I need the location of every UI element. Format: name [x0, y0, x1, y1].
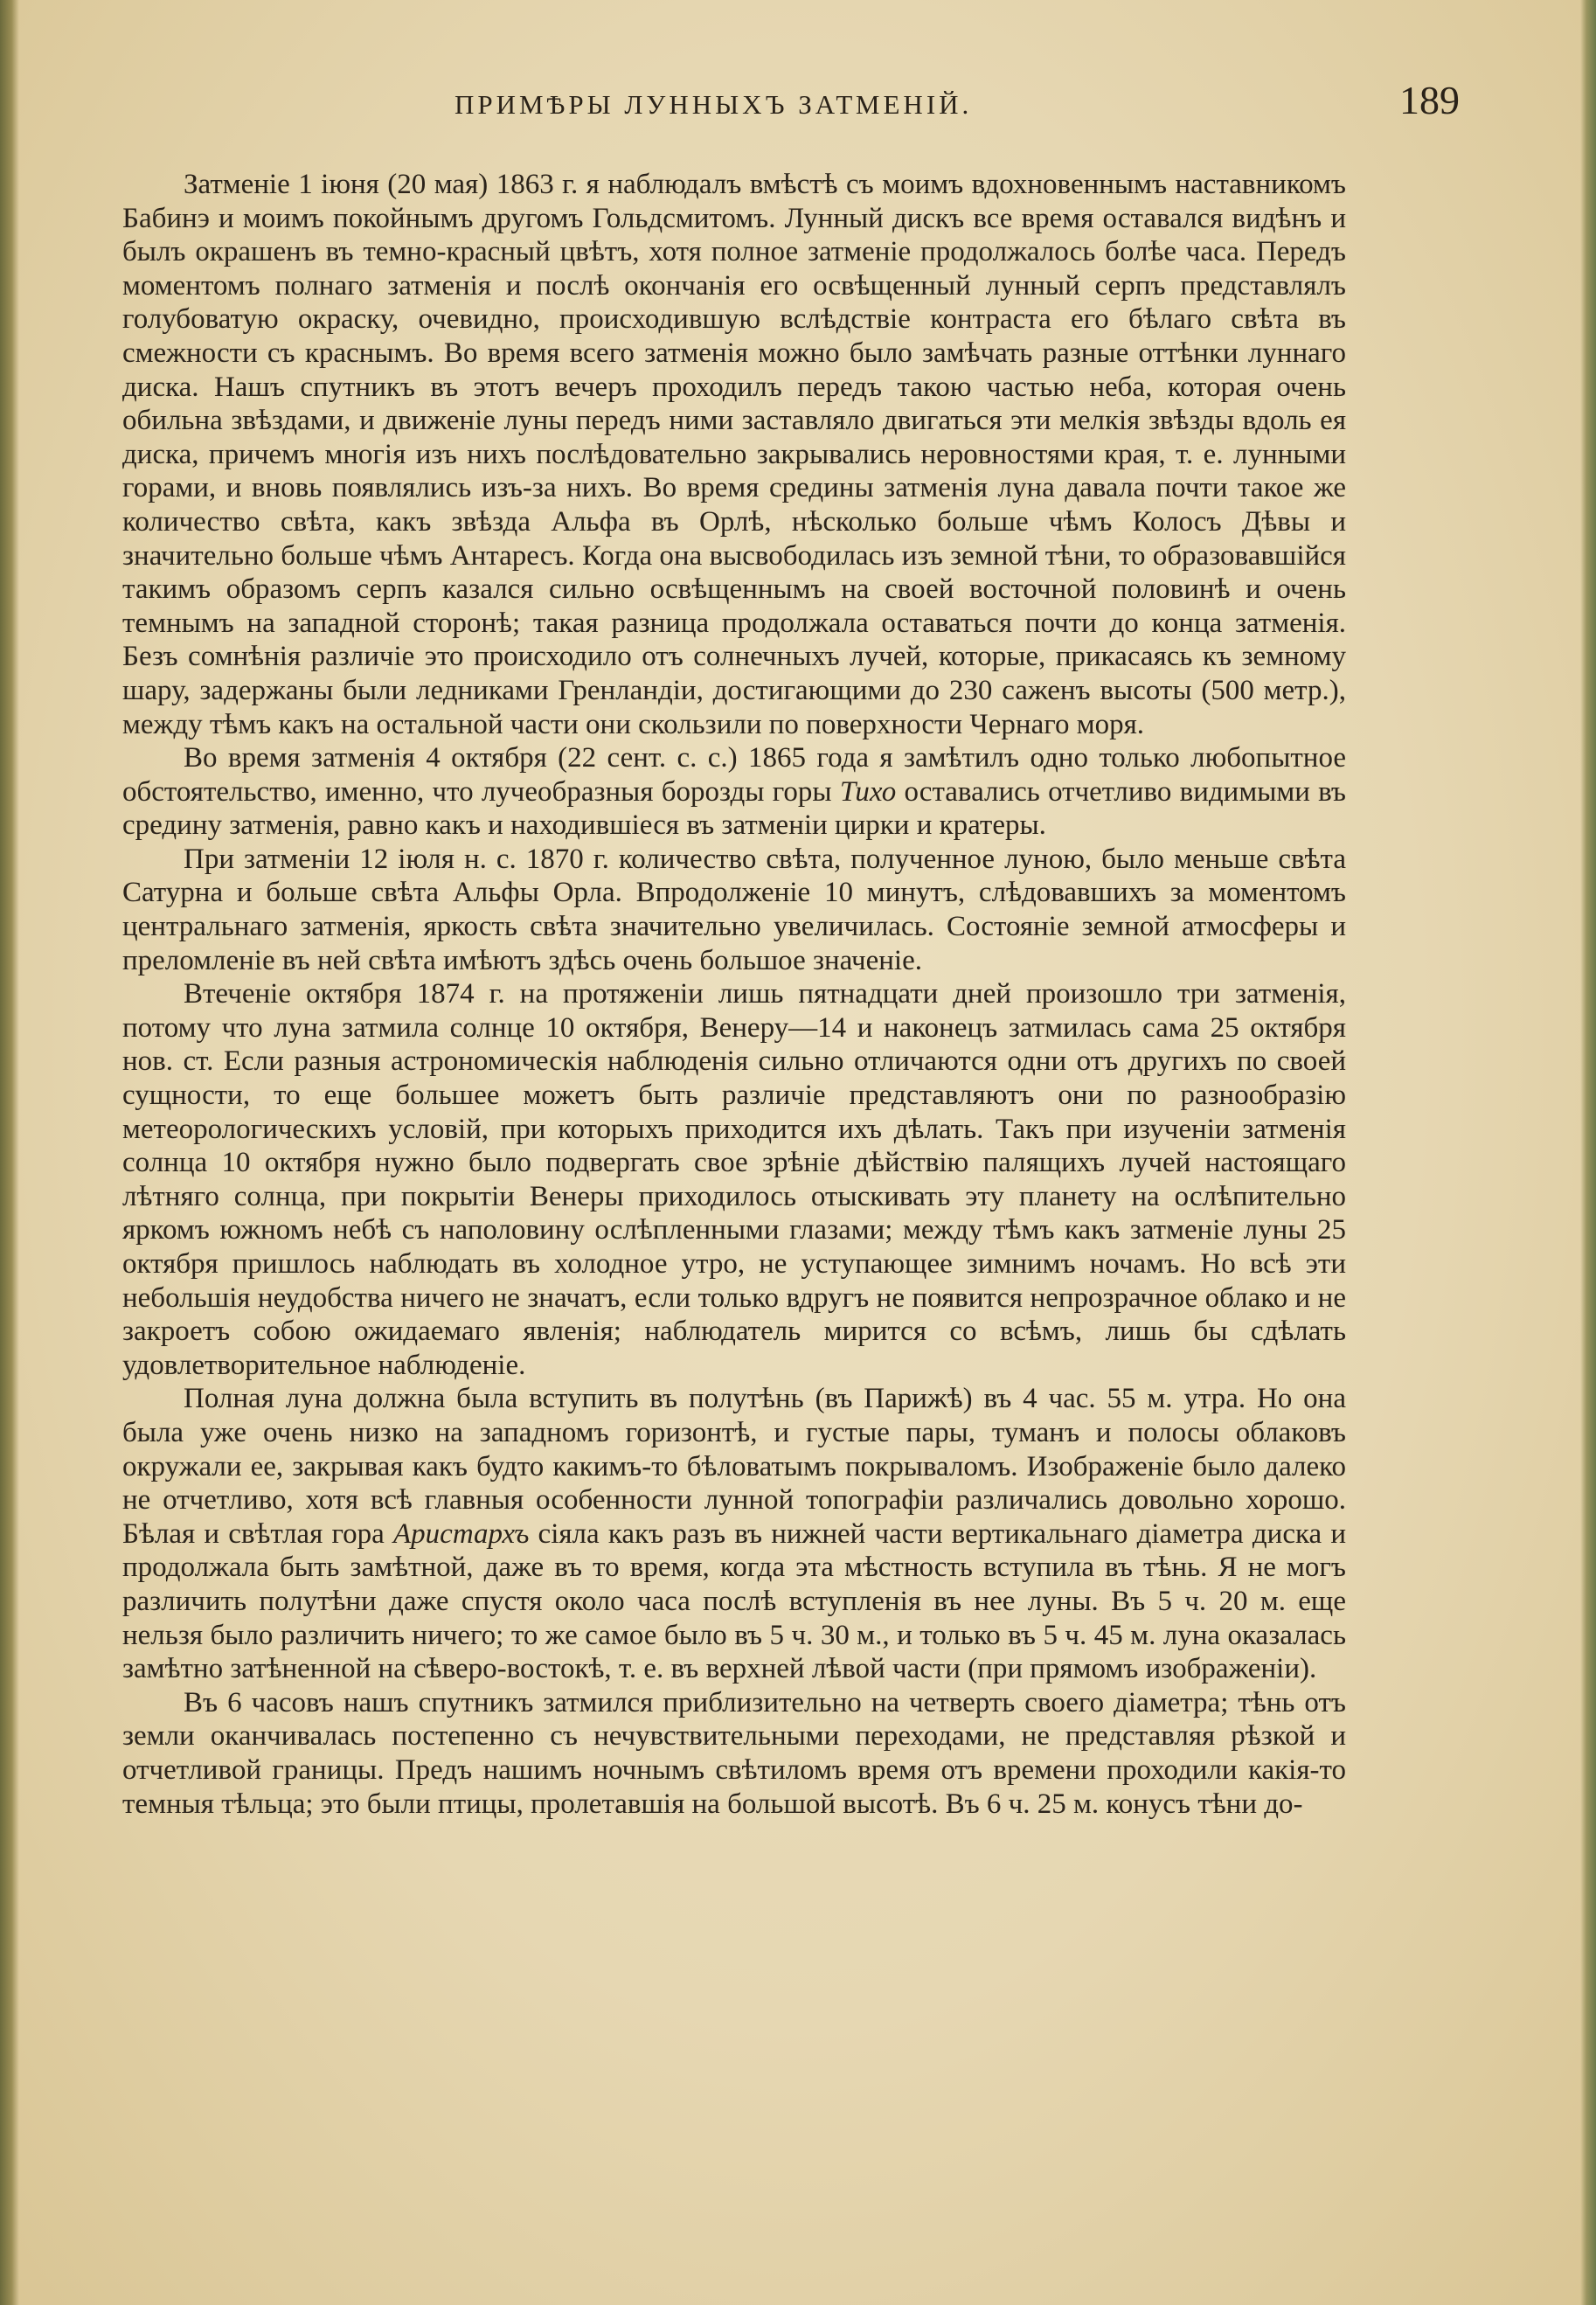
paragraph-6: Въ 6 часовъ нашъ спутникъ затмился приблизительно на четверть своего діаметра; тѣнь отъ земли оканчивалась постепенно съ нечувствительными переходами, не представляя рѣзкой и отчетливой границы. Предъ нашимъ ночнымъ свѣтиломъ время отъ времени проходили какія-то темныя тѣльца; это были птицы, пролетавшія на большой высотѣ. Въ 6 ч. 25 м. конусъ тѣни до- [122, 1686, 1346, 1820]
paragraph-5-italic-aristarchus: Аристархъ [393, 1517, 530, 1550]
paragraph-4: Втеченіе октября 1874 г. на протяженіи лишь пятнадцати дней произошло три затменія, потому что луна затмила солнце 10 октября, Венеру—14 и наконецъ затмилась сама 25 октября нов. ст. Если разныя астрономическія наблюденія сильно отличаются одни отъ другихъ по своей сущности, то еще большее можетъ быть различіе представляютъ они по разнообразію метеорологическихъ условій, при которыхъ приходится ихъ дѣлать. Такъ при изученіи затменія солнца 10 октября нужно было подвергать свое зрѣніе дѣйствію палящихъ лучей настоящаго лѣтняго солнца, при покрытіи Венеры приходилось отыскивать эту планету на ослѣпительно яркомъ южномъ небѣ съ наполовину ослѣпленными глазами; между тѣмъ какъ затменіе луны 25 октября пришлось наблюдать въ холодное утро, не уступающее зимнимъ ночамъ. Но всѣ эти небольшія неудобства ничего не значатъ, если только вдругъ не появится непрозрачное облако и не закроетъ собою ожидаемаго явленія; наблюдатель мирится со всѣмъ, лишь бы сдѣлать удовлетворительное наблюденіе. [122, 978, 1346, 1381]
paragraph-2-text-a: Во время затменія 4 октября (22 сент. с. с.) 1865 года я замѣтилъ одно только любопытное обстоятельство, именно, что лучеобразныя борозды горы [122, 742, 1346, 808]
page-edge-left [0, 0, 19, 2305]
page-number: 189 [1399, 78, 1460, 122]
paragraph-2-italic-tycho: Тихо [839, 775, 897, 808]
paragraph-2-text-b: оставались отчетливо видимыми въ средину затменія, равно какъ и находившіеся въ затменіи цирки и кратеры. [122, 775, 1346, 842]
paragraph-3: При затменіи 12 іюля н. с. 1870 г. количество свѣта, полученное луною, было меньше свѣта Сатурна и больше свѣта Альфы Орла. Впродолженіе 10 минутъ, слѣдовавшихъ за моментомъ центральнаго затменія, яркость свѣта значительно увеличилась. Состояніе земной атмосферы и преломленіе въ ней свѣта имѣютъ здѣсь очень большое значеніе. [122, 843, 1346, 976]
paragraph-5-text-b: сіяла какъ разъ въ нижней части вертикальнаго діаметра диска и продолжала быть замѣтной, даже въ то время, когда эта мѣстность вступила въ тѣнь. Я не могъ различить полутѣни даже спустя около часа послѣ вступленія въ нее луны. Въ 5 ч. 20 м. еще нельзя было различить ничего; то же самое было въ 5 ч. 30 м., и только въ 5 ч. 45 м. луна оказалась замѣтно затѣненной на сѣверо-востокѣ, т. е. въ верхней лѣвой части (при прямомъ изображеніи). [122, 1517, 1346, 1685]
paragraph-2 [122, 741, 1346, 843]
page-header [175, 77, 1486, 129]
running-title: ПРИМѢРЫ ЛУННЫХЪ ЗАТМЕНІЙ. [455, 89, 973, 120]
page-edge-right [1580, 0, 1596, 2305]
paragraph-1: Затменіе 1 іюня (20 мая) 1863 г. я наблюдалъ вмѣстѣ съ моимъ вдохновеннымъ наставникомъ Бабинэ и моимъ покойнымъ другомъ Гольдсмитомъ. Лунный дискъ все время оставался видѣнъ и былъ окрашенъ въ темно-красный цвѣтъ, хотя полное затменіе продолжалось болѣе часа. Передъ моментомъ полнаго затменія и послѣ окончанія его освѣщенный лунный серпъ представлялъ голубоватую окраску, очевидно, происходившую вслѣдствіе контраста его бѣлаго свѣта въ смежности съ краснымъ. Во время всего затменія можно было замѣчать разные оттѣнки луннаго диска. Нашъ спутникъ въ этотъ вечеръ проходилъ передъ такою частью неба, которая очень обильна звѣздами, и движеніе луны передъ ними заставляло двигаться эти мелкія звѣзды вдоль ея диска, причемъ многія изъ нихъ послѣдовательно закрывались неровностями края, т. е. лунными горами, и вновь появлялись изъ-за нихъ. Во время средины затменія луна давала почти такое же количество свѣта, какъ звѣзда Альфа въ Орлѣ, нѣсколько больше чѣмъ Колосъ Дѣвы и значительно больше чѣмъ Антаресъ. Когда она высвободилась изъ земной тѣни, то образовавшійся такимъ образомъ серпъ казался сильно освѣщеннымъ на своей восточной половинѣ и очень темнымъ на западной сторонѣ; такая разница продолжала оставаться почти до конца затменія. Безъ сомнѣнія различіе это происходило отъ солнечныхъ лучей, которые, прикасаясь къ земному шару, задержаны были ледниками Гренландіи, достигающими до 230 саженъ высоты (500 метр.), между тѣмъ какъ на остальной части они скользили по поверхности Чернаго моря. [122, 169, 1346, 740]
paragraph-5-text-a: Полная луна должна была вступить въ полутѣнь (въ Парижѣ) въ 4 час. 55 м. утра. Но она была уже очень низко на западномъ горизонтѣ, и густые пары, туманъ и полосы облаковъ окружали ее, закрывая какъ будто какимъ-то бѣловатымъ покрываломъ. Изображеніе было далеко не отчетливо, хотя всѣ главныя особенности лунной топографіи различались довольно хорошо. Бѣлая и свѣтлая гора [122, 1383, 1346, 1550]
paragraph-5 [122, 1382, 1346, 1685]
body-text [122, 168, 1346, 1821]
